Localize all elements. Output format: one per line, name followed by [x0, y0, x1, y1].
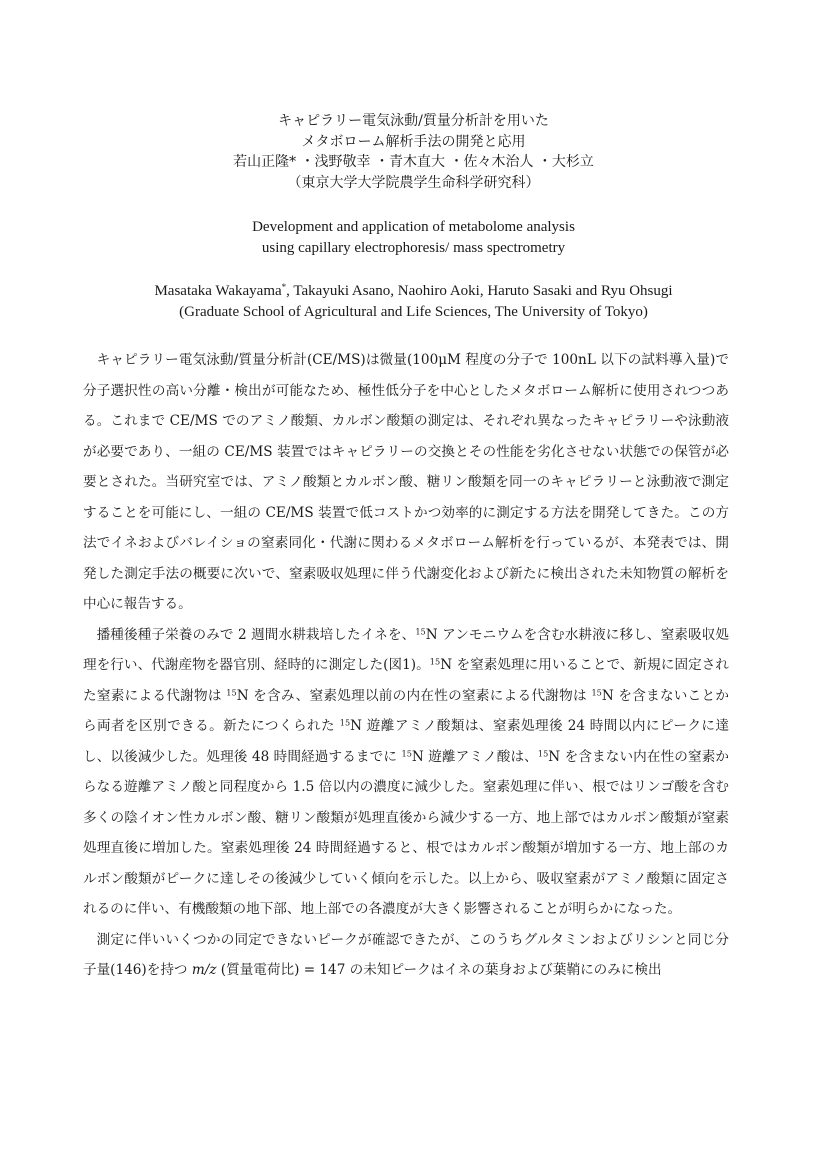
isotope-superscript: 15 — [415, 626, 426, 637]
japanese-title-line-2: メタボローム解析手法の開発と応用 — [301, 133, 526, 150]
p2-segment: N アンモニウムを含む水耕液に移し、窒素吸収処理を行い、代謝産物を器官別、経時的に測定した(図1)。 — [83, 626, 729, 673]
japanese-authors: 若山正隆* ・浅野敬幸 ・青木直大 ・佐々木治人 ・大杉立 — [233, 154, 594, 170]
paragraph-2 — [83, 620, 729, 925]
p2-segment: N を窒素処理に用いることで、新規に固定された窒素による代謝物は — [83, 657, 729, 704]
japanese-affiliation: （東京大学大学院農学生命科学研究科） — [287, 174, 540, 191]
isotope-superscript: 15 — [401, 748, 412, 759]
english-title — [0, 217, 827, 259]
p2-segment: N 遊離アミノ酸類は、窒素処理後 24 時間以内にピークに達し、以後減少した。処理後 48 時間経過するまでに — [83, 718, 729, 765]
other-authors: , Takayuki Asano, Naohiro Aoki, Haruto Sasaki and Ryu Ohsugi — [286, 283, 673, 299]
isotope-superscript: 15 — [339, 717, 351, 728]
p3-segment: 測定に伴いいくつかの同定できないピークが確認できたが、このうちグルタミンおよびリシンと同じ分子量(146)を持つ — [83, 931, 729, 978]
isotope-superscript: 15 — [429, 656, 441, 667]
japanese-header — [0, 111, 827, 193]
paragraph-1: キャピラリー電気泳動/質量分析計(CE/MS)は微量(100μM 程度の分子で 100nL 以下の試料導入量)で分子選択性の高い分離・検出が可能なため、極性低分子を中心としたメタボローム解析に使用されつつある。これまで CE/MS でのアミノ酸類、カルボン酸類の測定は、それぞれ異なったキャピラリーや泳動液が必要であり、一組の CE/MS 装置ではキャピラリーの交換とその性能を劣化させない状態での保管が必要とされた。当研究室では、アミノ酸類とカルボン酸、糖リン酸類を同一のキャピラリーと泳動液で測定することを可能にし、一組の CE/MS 装置で低コストかつ効率的に測定する方法を開発してきた。この方法でイネおよびバレイショの窒素同化・代謝に関わるメタボローム解析を行っているが、本発表では、開発した測定手法の概要に次いで、窒素吸収処理に伴う代謝変化および新たに検出された未知物質の解析を中心に報告する。 — [83, 352, 729, 612]
isotope-superscript: 15 — [591, 687, 602, 698]
p2-segment: 播種後種子栄養のみで 2 週間水耕栽培したイネを、 — [96, 626, 416, 643]
japanese-title-line-1: キャピラリー電気泳動/質量分析計を用いた — [278, 113, 549, 129]
isotope-superscript: 15 — [537, 748, 549, 759]
first-author: Masataka Wakayama — [154, 283, 282, 299]
english-title-line-2: using capillary electrophoresis/ mass spectrometry — [261, 240, 566, 256]
p2-segment: N 遊離アミノ酸は、 — [411, 748, 538, 765]
corresponding-mark: * — [281, 282, 287, 293]
english-byline — [0, 281, 827, 323]
english-title-line-1: Development and application of metabolome analysis — [252, 219, 575, 235]
p2-segment: N を含まないことから両者を区別できる。新たにつくられた — [83, 687, 730, 734]
isotope-superscript: 15 — [226, 687, 237, 698]
english-authors — [0, 281, 827, 302]
body-text — [83, 345, 729, 986]
p3-segment: (質量電荷比) = 147 の未知ピークはイネの葉身および葉鞘にのみに検出 — [216, 962, 662, 978]
paragraph-3 — [83, 925, 729, 986]
p2-segment: N を含み、窒素処理以前の内在性の窒素による代謝物は — [236, 687, 592, 704]
mz-symbol: m/z — [191, 962, 217, 978]
p2-segment: N を含まない内在性の窒素からなる遊離アミノ酸と同程度から 1.5 倍以内の濃度に減少した。窒素処理に伴い、根ではリンゴ酸を含む多くの陰イオン性カルボン酸、糖リン酸類が処理直後から減少する一方、地上部ではカルボン酸類が窒素処理直後に増加した。窒素処理後 24 時間経過すると、根ではカルボン酸類が増加する一方、地上部のカルボン酸類がピークに達しその後減少していく傾向を示した。以上から、吸収窒素がアミノ酸類に固定されるのに伴い、有機酸類の地下部、地上部での各濃度が大きく影響されることが明らかになった。 — [83, 748, 730, 917]
english-affiliation: (Graduate School of Agricultural and Life Sciences, The University of Tokyo) — [179, 304, 648, 320]
